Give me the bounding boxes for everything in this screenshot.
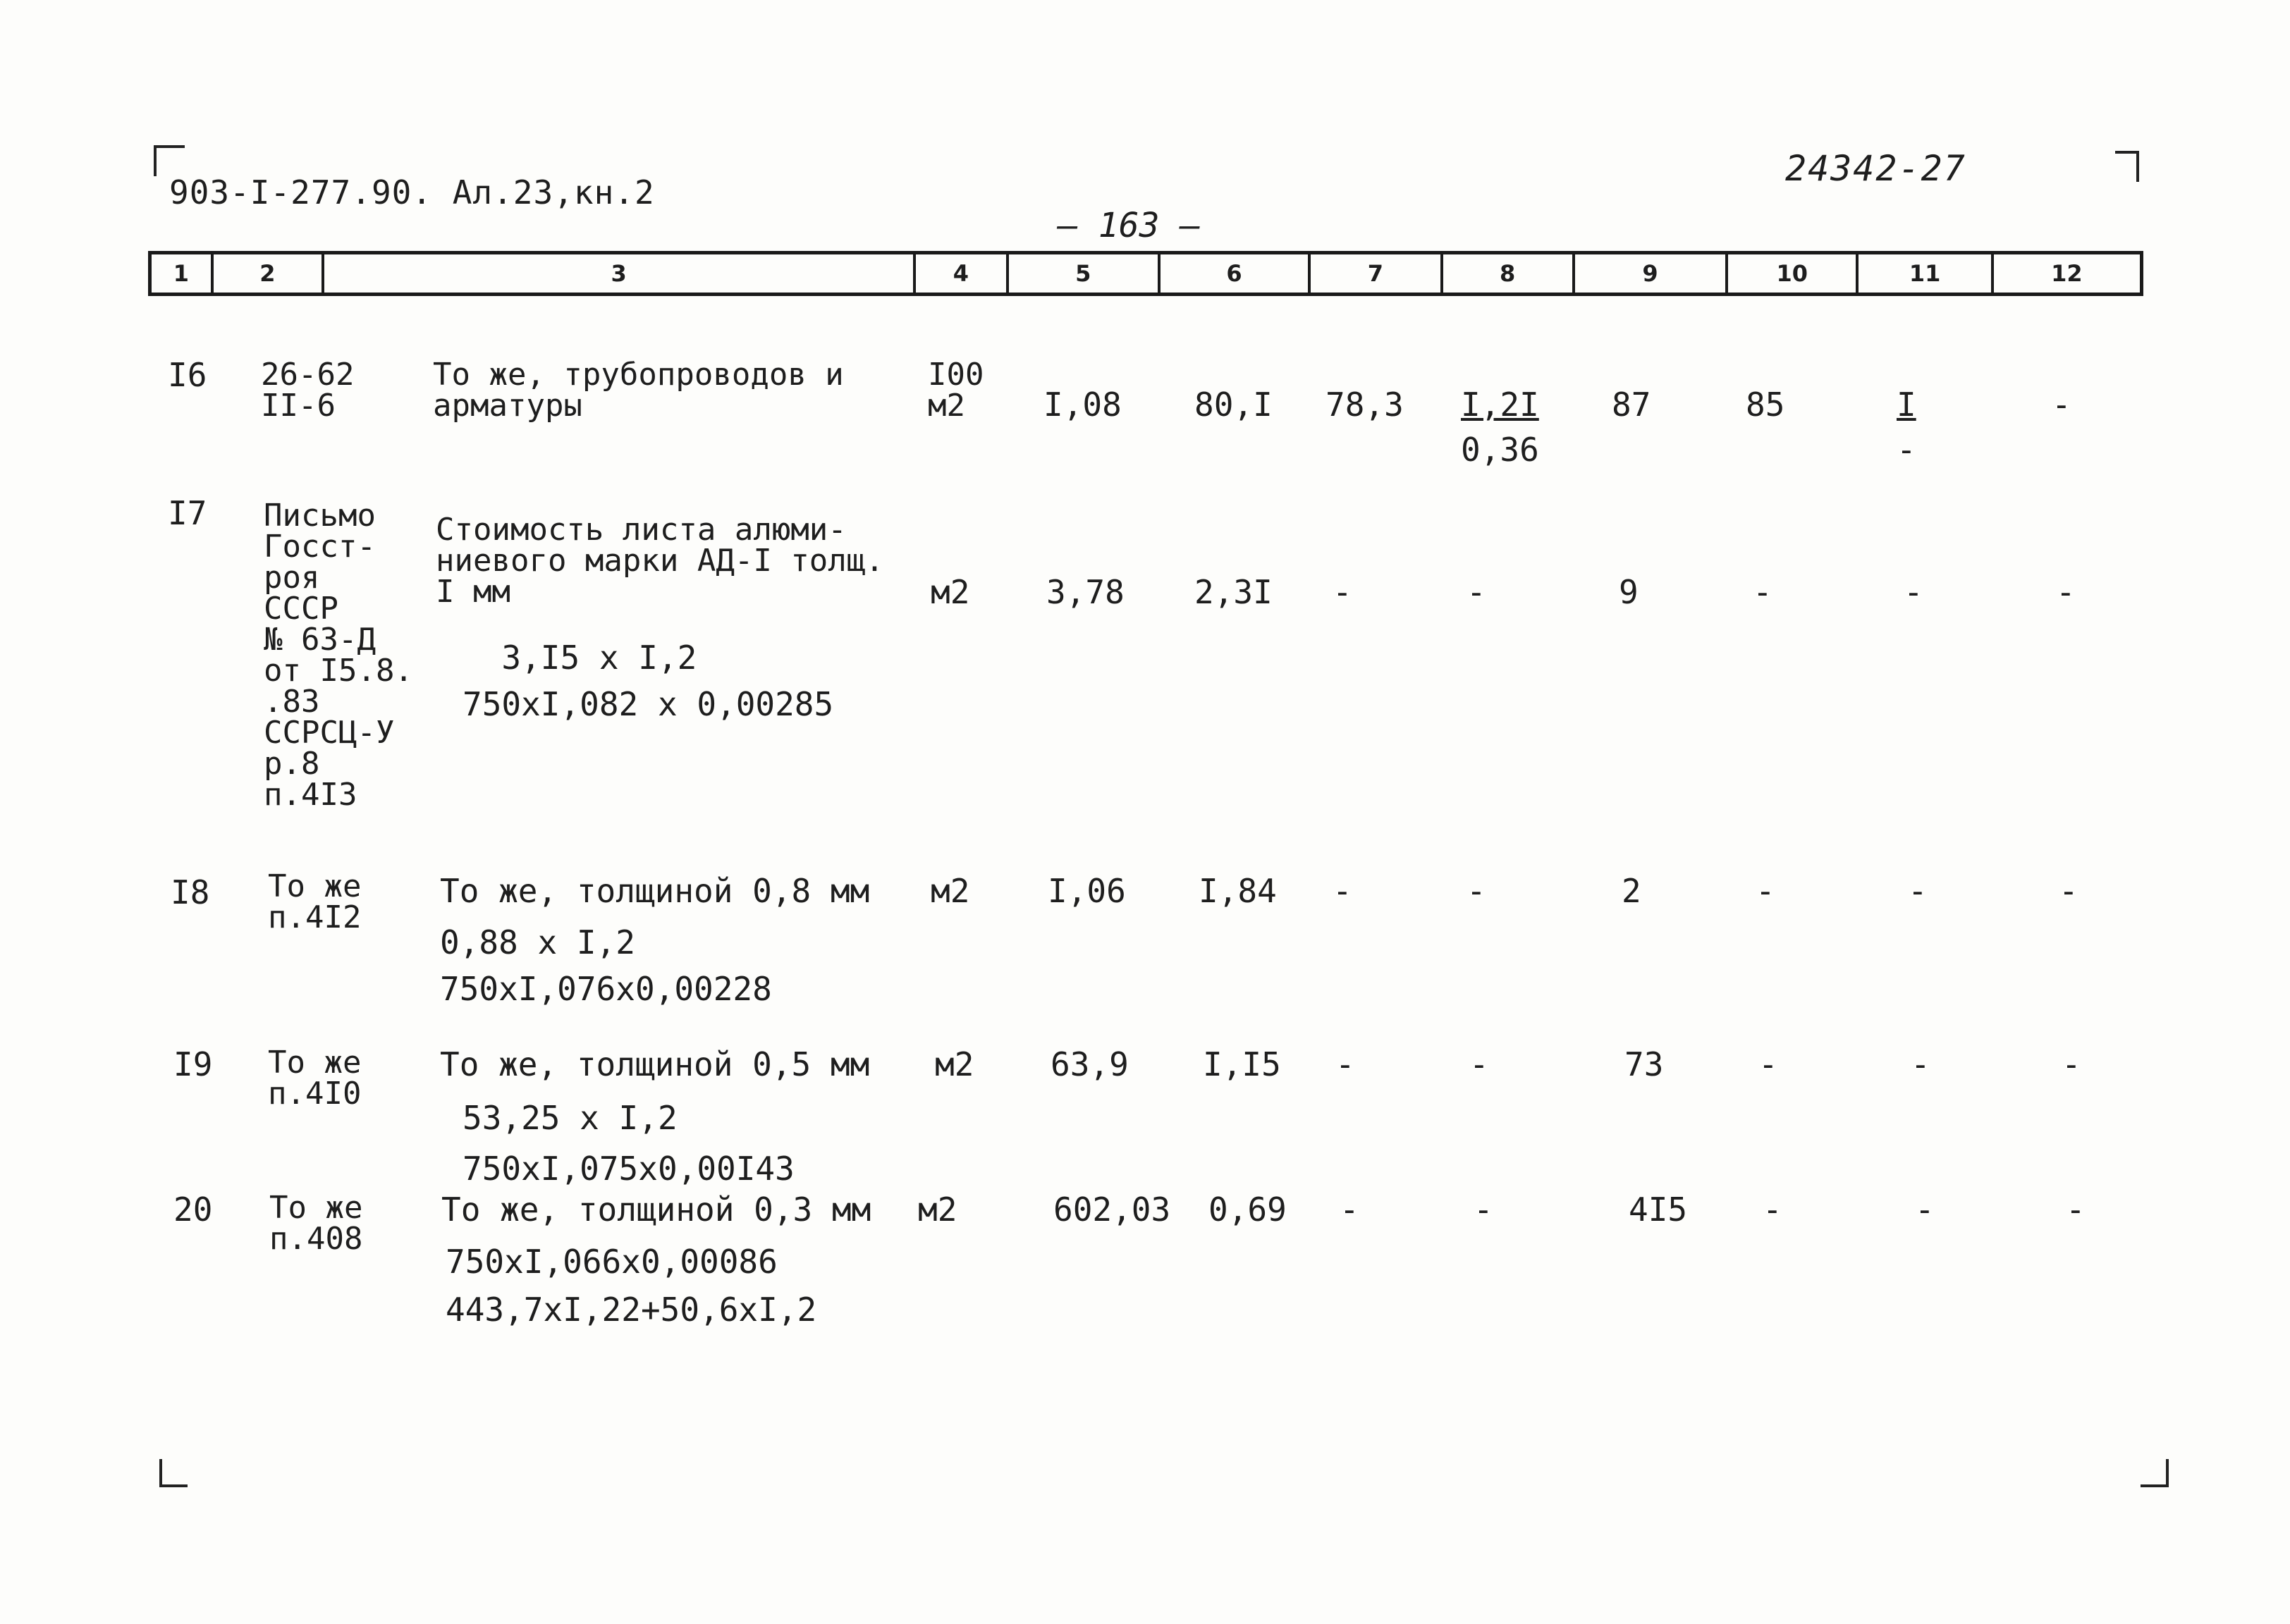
row-col11: -	[1904, 573, 1923, 611]
row-col10: -	[1756, 872, 1775, 910]
column-header-9: 9	[1575, 254, 1728, 293]
row-description: Стоимость листа алюми- ниевого марки АД-I толщ. I мм	[436, 512, 884, 610]
row-reference: То же п.4I2	[268, 868, 362, 935]
row-reference: То же п.408	[269, 1190, 363, 1257]
page-number: — 163 —	[1058, 206, 1201, 245]
row-description: То же, толщиной 0,8 мм	[440, 872, 870, 910]
column-header-row	[148, 251, 2143, 296]
row-number: I9	[173, 1045, 213, 1083]
row-description: То же, толщиной 0,5 мм	[440, 1045, 870, 1083]
row-col9: 4I5	[1629, 1191, 1688, 1229]
column-header-10: 10	[1728, 254, 1859, 293]
column-header-1: 1	[152, 254, 214, 293]
row-col7: -	[1335, 1045, 1355, 1083]
column-header-12: 12	[2051, 260, 2083, 287]
row-number: I7	[168, 494, 207, 532]
row-unit: м2	[931, 573, 970, 611]
crop-mark-top-right	[2115, 151, 2139, 182]
row-col12: -	[2056, 573, 2076, 611]
row-col5: 3,78	[1046, 573, 1125, 611]
row-description: То же, трубопроводов и арматуры	[433, 357, 844, 424]
row-unit: м2	[935, 1045, 974, 1083]
crop-mark-top-left	[154, 145, 185, 176]
row-col9: 9	[1619, 573, 1639, 611]
crop-mark-bottom-right	[2141, 1459, 2169, 1487]
row-col9: 73	[1624, 1045, 1664, 1083]
row-col5: I,06	[1048, 872, 1126, 910]
row-col8: -	[1474, 1191, 1493, 1229]
column-header-11: 11	[1859, 254, 1993, 293]
row-col8: -	[1469, 1045, 1489, 1083]
row-number: 20	[173, 1191, 213, 1229]
row-col12: -	[2062, 1045, 2081, 1083]
row-unit: м2	[931, 872, 970, 910]
row-col6: 0,69	[1208, 1191, 1287, 1229]
column-header-7: 7	[1311, 254, 1443, 293]
archive-number: 24342-27	[1785, 148, 1966, 189]
row-col10: -	[1758, 1045, 1778, 1083]
column-header-8: 8	[1443, 254, 1575, 293]
row-col10: -	[1763, 1191, 1782, 1229]
row-col6: 80,I	[1194, 386, 1273, 424]
row-col8-denominator: 0,36	[1461, 431, 1539, 469]
row-col11-denominator: -	[1897, 431, 1916, 469]
row-col11: -	[1908, 872, 1928, 910]
row-col8: -	[1467, 872, 1486, 910]
row-col5: I,08	[1043, 386, 1122, 424]
row-col6: I,I5	[1203, 1045, 1281, 1083]
row-col11: -	[1911, 1045, 1930, 1083]
row-col10: 85	[1746, 386, 1785, 424]
row-number: I6	[168, 356, 207, 394]
row-col11: -	[1915, 1191, 1935, 1229]
row-unit: м2	[918, 1191, 957, 1229]
row-col8: -	[1467, 573, 1486, 611]
row-col12: -	[2052, 386, 2071, 424]
crop-mark-bottom-left	[159, 1459, 188, 1487]
column-header-2: 2	[214, 254, 324, 293]
row-col7: 78,3	[1325, 386, 1404, 424]
row-col8-numerator: I,2I	[1461, 386, 1539, 424]
row-col7: -	[1340, 1191, 1359, 1229]
row-col9: 87	[1612, 386, 1651, 424]
column-header-3: 3	[324, 254, 916, 293]
document-code: 903-I-277.90. Ал.23,кн.2	[169, 173, 655, 211]
row-col6: 2,3I	[1194, 573, 1273, 611]
row-col5: 602,03	[1053, 1191, 1171, 1229]
row-col12: -	[2059, 872, 2078, 910]
row-col9: 2	[1622, 872, 1641, 910]
row-reference: Письмо Госст- роя СССР № 63-Д от I5.8. .83 ССРСЦ-У р.8 п.4I3	[264, 498, 413, 813]
row-description: То же, толщиной 0,3 мм	[441, 1191, 871, 1229]
row-col10: -	[1753, 573, 1772, 611]
column-header-5: 5	[1009, 254, 1161, 293]
row-calculation: 3,I5 х I,2 750хI,082 х 0,00285	[463, 639, 834, 723]
row-unit: I00 м2	[928, 357, 984, 424]
column-header-6: 6	[1161, 254, 1311, 293]
row-reference: 26-62 II-6	[261, 357, 355, 424]
row-col7: -	[1333, 573, 1352, 611]
row-calculation: 0,88 х I,2 750хI,076х0,00228	[440, 923, 772, 1008]
row-number: I8	[171, 873, 210, 911]
row-col5: 63,9	[1051, 1045, 1129, 1083]
row-reference: То же п.4I0	[268, 1045, 362, 1112]
row-col12: -	[2066, 1191, 2086, 1229]
row-col7: -	[1333, 872, 1352, 910]
row-calculation: 53,25 х I,2 750хI,075х0,00I43	[463, 1099, 795, 1188]
row-col6: I,84	[1199, 872, 1277, 910]
column-header-4: 4	[916, 254, 1009, 293]
row-col11-numerator: I	[1897, 386, 1916, 424]
row-calculation: 750хI,066х0,00086 443,7хI,22+50,6хI,2	[446, 1243, 817, 1329]
